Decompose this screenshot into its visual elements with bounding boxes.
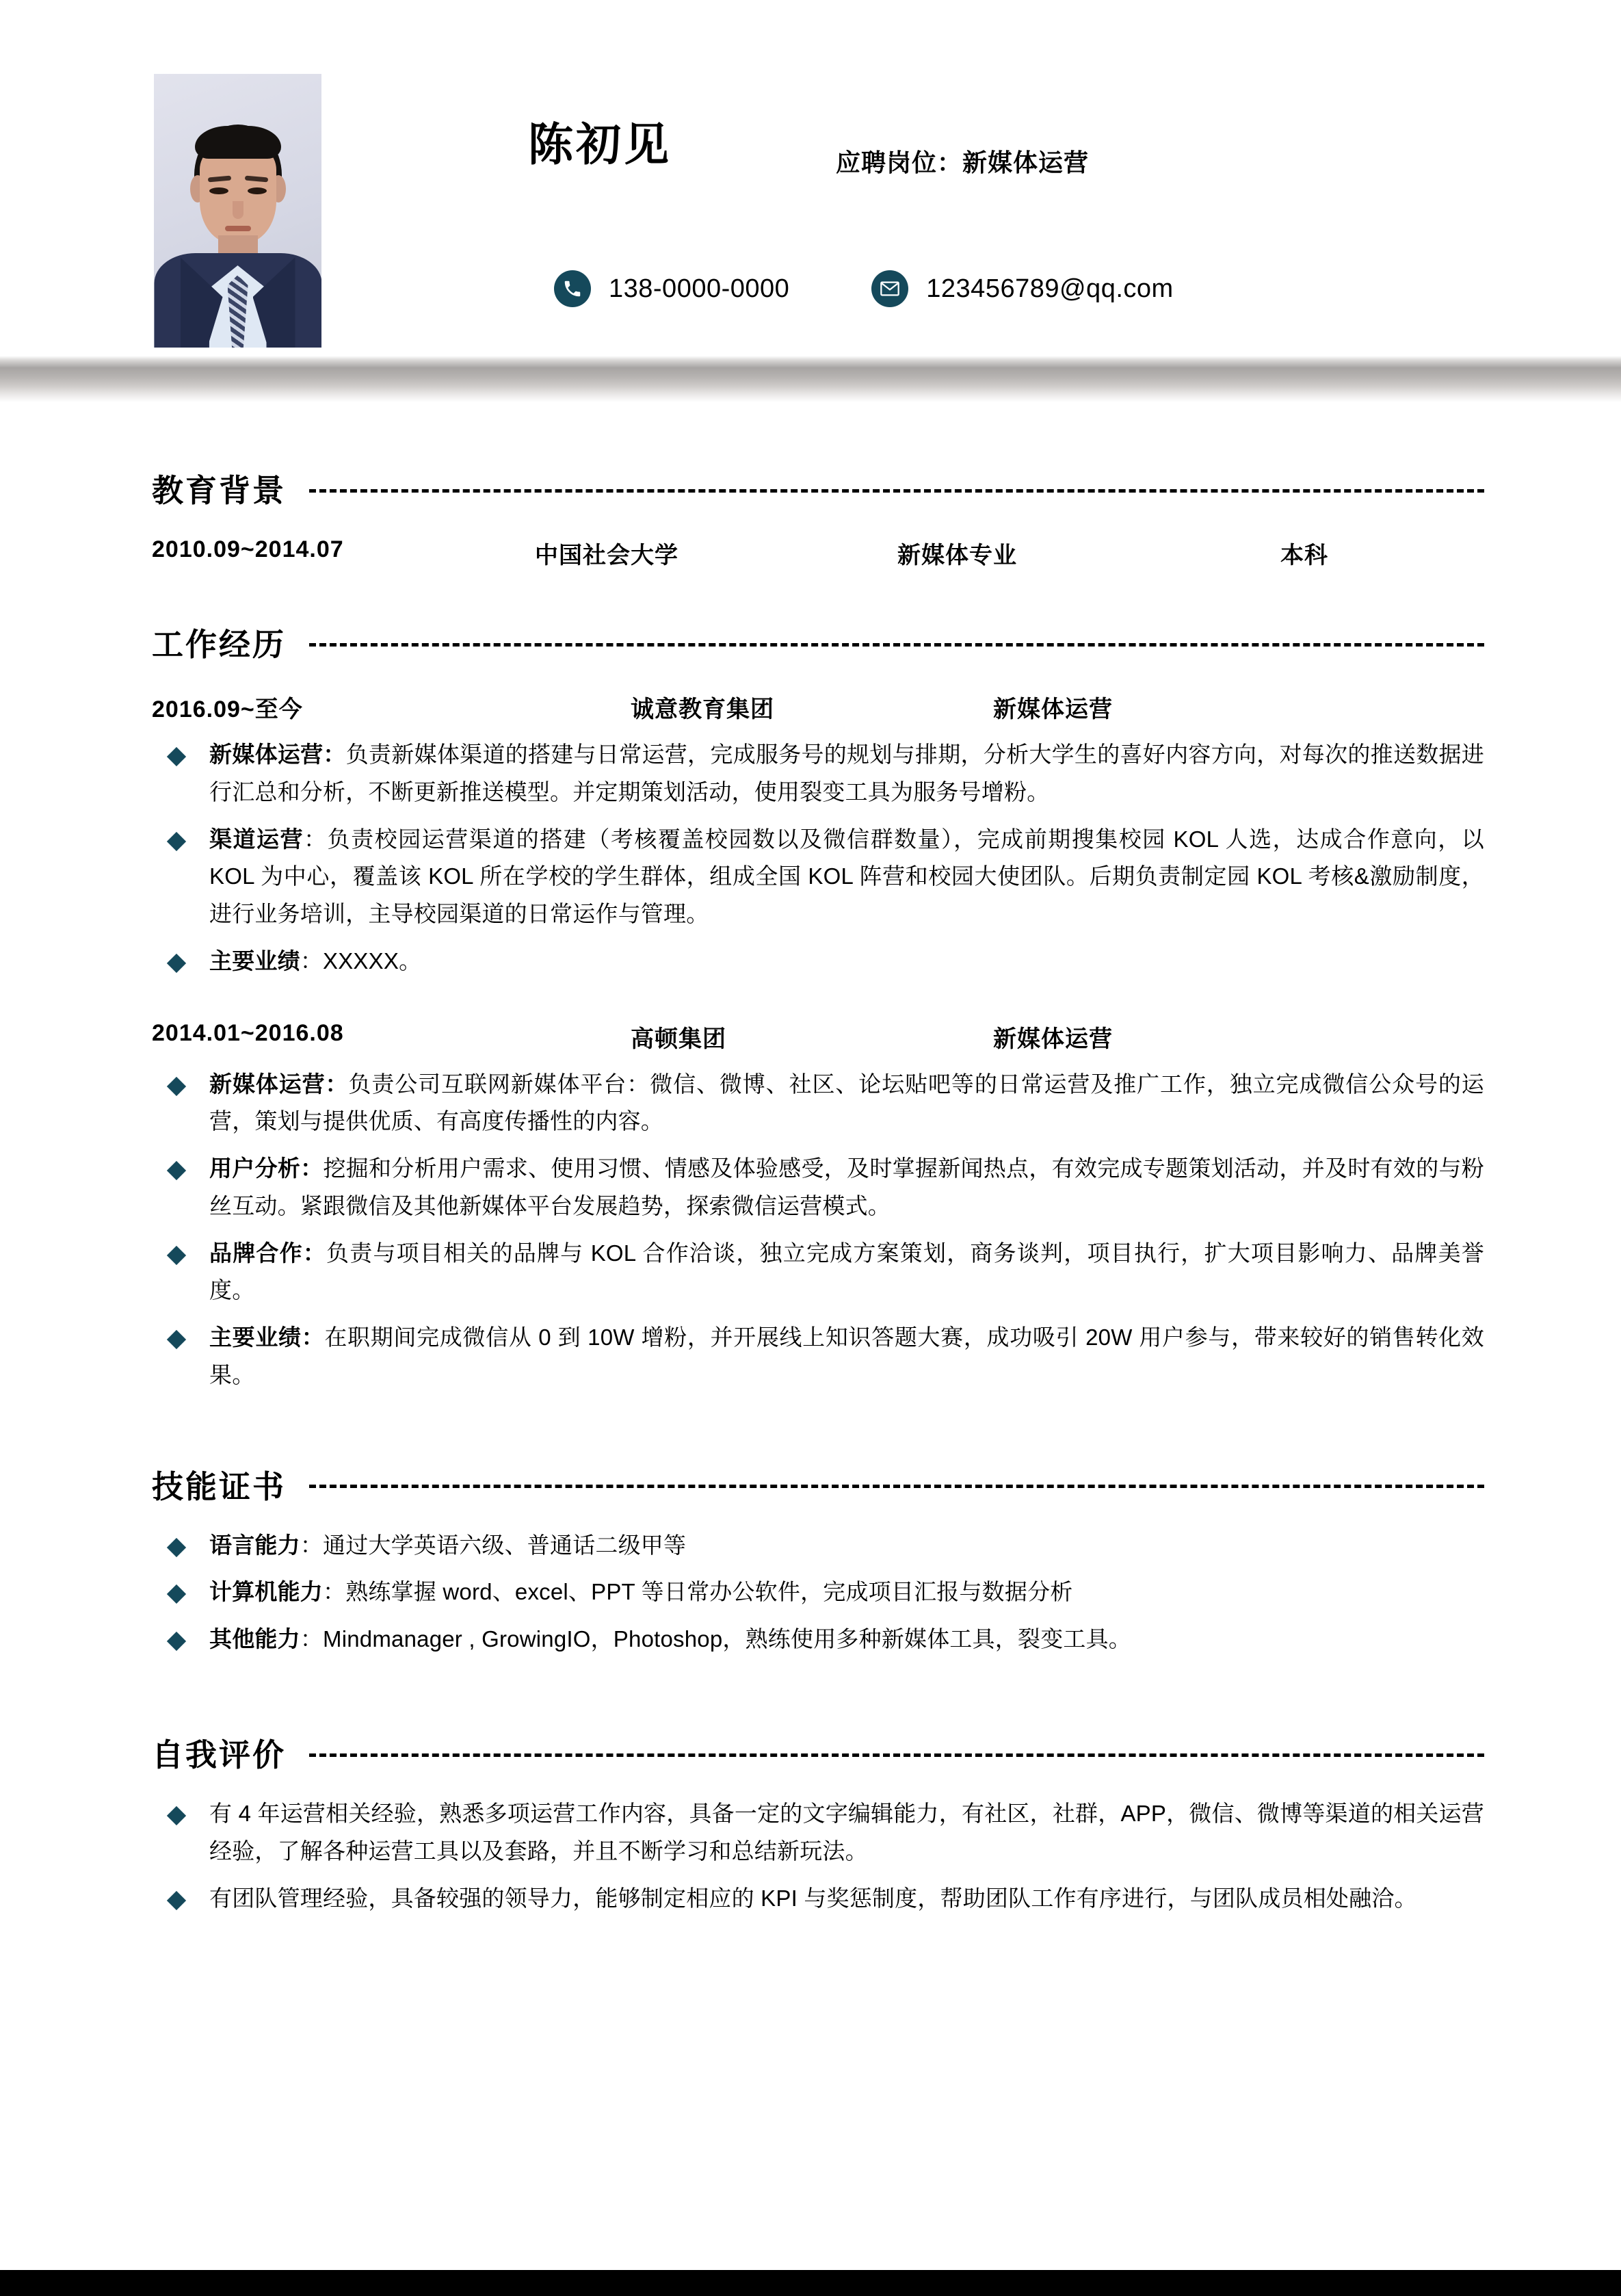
bullet-text: 负责新媒体渠道的搭建与日常运营，完成服务号的规划与排期，分析大学生的喜好内容方向，对每次的推送数据进行汇总和分析，不断更新推送模型。并定期策划活动，使用裂变工具为服务号增粉。 (209, 742, 1485, 805)
portrait-nose (233, 201, 243, 219)
contact-phone (554, 270, 789, 307)
bullet-label: 计算机能力 (209, 1579, 323, 1605)
bullet-text: ：XXXXX。 (300, 948, 422, 974)
skills-rule (309, 1485, 1484, 1488)
bullet-text: ：通过大学英语六级、普通话二级甲等 (300, 1532, 687, 1558)
resume-body (0, 402, 1621, 1917)
bullet-text: ：Mindmanager , GrowingIO，Photoshop，熟练使用多种新媒体工具，裂变工具。 (300, 1626, 1132, 1652)
avatar (154, 74, 321, 348)
education-row (0, 536, 1621, 570)
bullet-label: 其他能力 (209, 1626, 300, 1652)
resume-header (0, 0, 1621, 342)
bullet-text: ：熟练掌握 word、excel、PPT 等日常办公软件，完成项目汇报与数据分析 (323, 1579, 1073, 1605)
bullet-label: 品牌合作： (209, 1240, 327, 1266)
education-heading (0, 475, 1621, 506)
education-degree: 本科 (1280, 543, 1328, 569)
section-self-evaluation (0, 1739, 1621, 1917)
portrait-eye-left (209, 187, 228, 194)
bullet-label: 主要业绩： (209, 1325, 325, 1351)
email-value: 123456789@qq.com (926, 274, 1174, 303)
job-role: 新媒体运营 (993, 1026, 1113, 1052)
list-item (152, 1527, 1484, 1565)
bullet-label: 渠道运营 (209, 826, 304, 852)
job-company: 高顿集团 (631, 1026, 726, 1052)
bullet-text: 负责与项目相关的品牌与 KOL 合作洽谈，独立完成方案策划，商务谈判，项目执行，扩大项目影响力、品牌美誉度。 (209, 1240, 1485, 1303)
section-skills (0, 1468, 1621, 1658)
section-education (0, 475, 1621, 570)
contact-row (554, 270, 1174, 307)
applied-position: 应聘岗位：新媒体运营 (836, 148, 1090, 177)
contact-email (871, 270, 1173, 307)
experience-rule (309, 643, 1484, 647)
job-bullets (0, 736, 1621, 980)
bullet-text: ：负责校园运营渠道的搭建（考核覆盖校园数以及微信群数量），完成前期搜集校园 KOL 人选，达成合作意向，以 KOL 为中心，覆盖该 KOL 所在学校的学生群体，组成全国 KOL 阵营和校园大使团队。后期负责制定园 KOL 考核&激励制度，进行业务培训，主导校园渠道的日常运作与管理。 (209, 826, 1484, 927)
self-evaluation-title: 自我评价 (152, 1737, 286, 1773)
job-header (0, 690, 1621, 724)
list-item (152, 1574, 1484, 1611)
self-evaluation-heading (0, 1739, 1621, 1771)
list-item (152, 821, 1484, 933)
job-dates: 2016.09~至今 (152, 696, 303, 722)
education-title: 教育背景 (152, 473, 286, 508)
bullet-label: 新媒体运营： (209, 1071, 349, 1097)
bullet-text: 有 4 年运营相关经验，熟悉多项运营工作内容，具备一定的文字编辑能力，有社区，社群，APP，微信、微博等渠道的相关运营经验，了解各种运营工具以及套路，并且不断学习和总结新玩法。 (209, 1801, 1484, 1864)
bullet-text: 挖掘和分析用户需求、使用习惯、情感及体验感受，及时掌握新闻热点，有效完成专题策划活动，并及时有效的与粉丝互动。紧跟微信及其他新媒体平台发展趋势，探索微信运营模式。 (209, 1156, 1484, 1218)
list-item (152, 1880, 1484, 1918)
portrait-fringe (195, 126, 281, 159)
list-item (152, 1621, 1484, 1658)
phone-icon (554, 270, 591, 307)
education-major: 新媒体专业 (897, 543, 1017, 569)
section-experience (0, 629, 1621, 1394)
skills-title: 技能证书 (152, 1468, 286, 1504)
skills-heading (0, 1468, 1621, 1504)
bullet-text: 在职期间完成微信从 0 到 10W 增粉，并开展线上知识答题大赛，成功吸引 20W 用户参与，带来较好的销售转化效果。 (209, 1325, 1484, 1387)
job-dates: 2014.01~2016.08 (152, 1019, 344, 1046)
header-divider-bar (0, 356, 1621, 402)
email-icon (871, 270, 908, 307)
list-item (152, 1066, 1484, 1141)
education-dates: 2010.09~2014.07 (152, 536, 344, 562)
portrait-eye-right (248, 187, 267, 194)
candidate-name: 陈初见 (528, 119, 672, 170)
list-item (152, 943, 1484, 980)
job-role: 新媒体运营 (993, 696, 1113, 722)
list-item (152, 1795, 1484, 1870)
bullet-label: 主要业绩 (209, 948, 300, 974)
list-item (152, 1319, 1484, 1394)
education-rule (309, 489, 1484, 493)
bullet-label: 语言能力 (209, 1532, 300, 1558)
footer-bar (0, 2270, 1621, 2296)
bullet-label: 新媒体运营： (209, 742, 346, 767)
self-evaluation-bullets (0, 1795, 1621, 1917)
experience-heading (0, 629, 1621, 660)
education-school: 中国社会大学 (535, 543, 678, 569)
phone-value: 138-0000-0000 (609, 274, 790, 303)
portrait-mouth (225, 226, 251, 231)
job-company: 诚意教育集团 (631, 696, 774, 722)
skills-bullets (0, 1527, 1621, 1658)
list-item (152, 1150, 1484, 1225)
list-item (152, 736, 1484, 811)
bullet-text: 有团队管理经验，具备较强的领导力，能够制定相应的 KPI 与奖惩制度，帮助团队工作有序进行，与团队成员相处融洽。 (209, 1885, 1417, 1911)
bullet-label: 用户分析： (209, 1156, 324, 1182)
bullet-text: 负责公司互联网新媒体平台：微信、微博、社区、论坛贴吧等的日常运营及推广工作，独立完成微信公众号的运营，策划与提供优质、有高度传播性的内容。 (209, 1071, 1484, 1134)
self-evaluation-rule (309, 1753, 1484, 1757)
job-bullets (0, 1066, 1621, 1394)
job-header (0, 1020, 1621, 1054)
experience-title: 工作经历 (152, 627, 286, 662)
list-item (152, 1235, 1484, 1310)
